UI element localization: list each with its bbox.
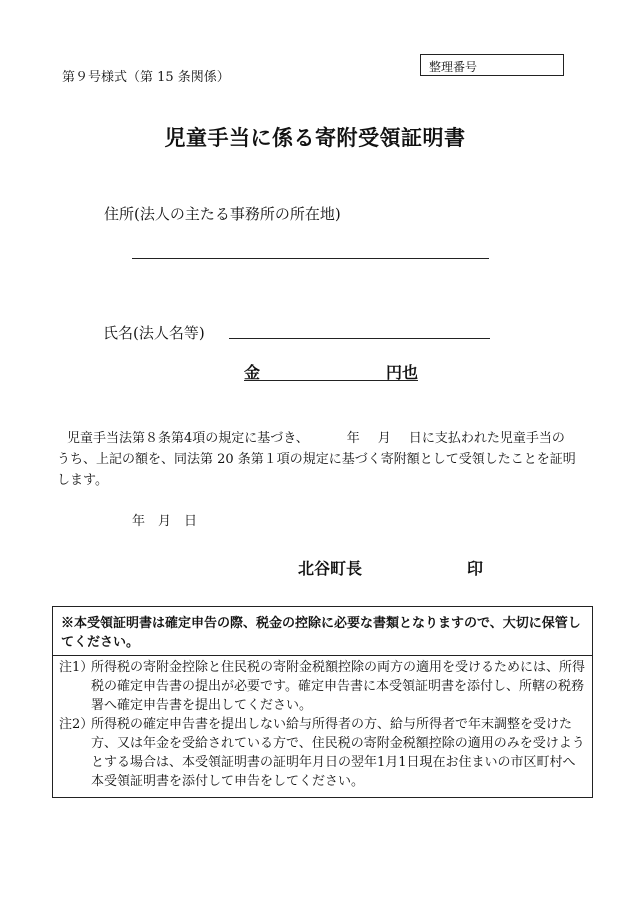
amount-suffix: 円也 xyxy=(385,363,418,382)
note-label: 注1） xyxy=(59,660,94,675)
notes-divider xyxy=(53,655,592,656)
name-label: 氏名(法人名等) xyxy=(103,324,205,342)
reference-number-box[interactable]: 整理番号 xyxy=(420,54,564,76)
storage-warning: ※本受領証明書は確定申告の際、税金の控除に必要な書類となりますので、大切に保管してください。 xyxy=(61,616,581,650)
body-part-1: 児童手当法第８条第4項の規定に基づき、 xyxy=(67,431,309,446)
certification-date xyxy=(132,510,210,529)
mayor-title: 北谷町長 xyxy=(298,559,363,578)
note-item xyxy=(59,658,587,715)
date-month: 月 xyxy=(158,514,172,529)
address-field-line[interactable] xyxy=(132,258,489,259)
notes-box xyxy=(52,606,593,798)
note-item xyxy=(59,715,587,791)
body-year: 年 xyxy=(346,431,360,446)
body-part-2: に支払われた児童手当のうち、上記の額を、同法第 20 条第１項の規定に基づく寄附額として受領したことを証明します。 xyxy=(57,431,576,488)
address-label: 住所(法人の主たる事務所の所在地) xyxy=(104,205,341,223)
document-title: 児童手当に係る寄附受領証明書 xyxy=(164,125,466,150)
body-day: 日 xyxy=(408,431,422,446)
date-year: 年 xyxy=(132,514,146,529)
name-field-line[interactable] xyxy=(229,338,490,339)
date-day: 日 xyxy=(184,514,198,529)
amount-prefix: 金 xyxy=(244,363,261,382)
seal-mark: 印 xyxy=(467,559,484,578)
note-text: 所得税の寄附金控除と住民税の寄附金税額控除の両方の適用を受けるためには、所得税の確定申告書の提出が必要です。確定申告書に本受領証明書を添付し、所轄の税務署へ確定申告書を提出してください。 xyxy=(91,660,586,713)
amount-field[interactable] xyxy=(244,360,418,381)
note-text: 所得税の確定申告書を提出しない給与所得者の方、給与所得者で年末調整を受けた方、又は年金を受給されている方で、住民税の寄附金税額控除の適用のみを受けようとする場合は、本受領証明書の証明年月日の翌年1月1日現在お住まいの市区町村へ本受領証明書を添付して申告をしてください。 xyxy=(91,717,585,789)
certification-text xyxy=(57,428,577,491)
note-label: 注2） xyxy=(59,717,94,732)
form-number: 第９号様式（第 15 条関係） xyxy=(62,70,230,85)
body-month: 月 xyxy=(377,431,391,446)
